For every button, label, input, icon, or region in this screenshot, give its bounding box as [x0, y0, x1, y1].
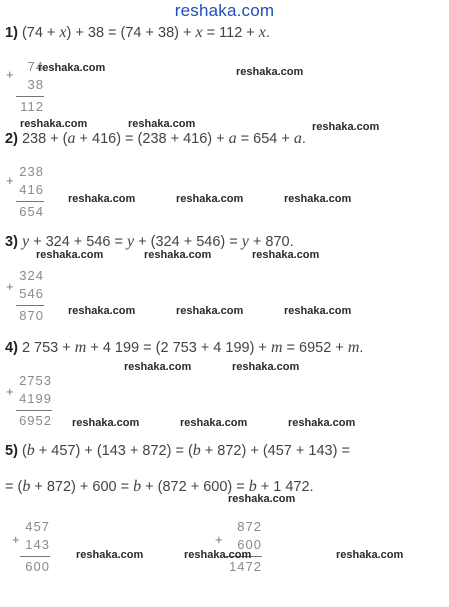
variable-b: b: [133, 478, 142, 495]
watermark: reshaka.com: [284, 193, 352, 205]
plus-sign: +: [6, 67, 14, 82]
addend-top: 238: [19, 164, 44, 179]
equation-text: ) + 38 = (74 + 38) +: [66, 25, 196, 41]
addend-top: 2753: [19, 373, 52, 388]
variable-x: x: [59, 24, 67, 41]
watermark: reshaka.com: [124, 361, 192, 373]
variable-b: b: [192, 442, 201, 459]
addend-top: 457: [25, 519, 50, 534]
watermark: reshaka.com: [252, 249, 320, 261]
variable-a: a: [67, 130, 76, 147]
watermark: reshaka.com: [312, 121, 380, 133]
equation-text: = 654 +: [236, 131, 294, 147]
sum-result: 1472: [224, 556, 262, 576]
watermark: reshaka.com: [288, 417, 356, 429]
variable-y: y: [127, 233, 135, 250]
variable-m: m: [347, 339, 360, 356]
plus-sign: +: [6, 173, 14, 188]
equation-text: + (872 + 600) =: [141, 479, 249, 495]
variable-m: m: [74, 339, 87, 356]
watermark: reshaka.com: [38, 62, 106, 74]
watermark: reshaka.com: [180, 417, 248, 429]
equation-text: + 416) = (238 + 416) +: [75, 131, 229, 147]
variable-b: b: [248, 478, 257, 495]
problem-number: 4): [5, 340, 18, 356]
watermark: reshaka.com: [128, 118, 196, 130]
site-title[interactable]: reshaka.com: [174, 1, 275, 20]
watermark: reshaka.com: [236, 66, 304, 78]
watermark: reshaka.com: [284, 305, 352, 317]
watermark: reshaka.com: [68, 193, 136, 205]
addend-top: 324: [19, 268, 44, 283]
variable-a: a: [293, 130, 302, 147]
addend-bottom: 416: [19, 182, 44, 197]
sum-result: 870: [16, 305, 44, 325]
problem-number: 1): [5, 25, 18, 41]
problem-2-equation: [5, 130, 306, 148]
sum-result: 654: [16, 201, 44, 221]
equation-text: 238 + (: [21, 131, 68, 147]
equation-text: + 457) + (143 + 872) = (: [34, 443, 193, 459]
equation-text: = 112 +: [202, 25, 259, 41]
problem-5-equation: [5, 442, 350, 460]
addend-top: 872: [237, 519, 262, 534]
watermark: reshaka.com: [228, 493, 296, 505]
equation-text: .: [359, 340, 364, 356]
variable-a: a: [228, 130, 237, 147]
addend-bottom: 143: [25, 537, 50, 552]
watermark: reshaka.com: [176, 305, 244, 317]
equation-text: = 6952 +: [282, 340, 348, 356]
watermark: reshaka.com: [20, 118, 88, 130]
problem-1-equation: [5, 24, 270, 42]
problem-number: 3): [5, 234, 18, 250]
watermark: reshaka.com: [184, 549, 252, 561]
equation-text: + 870.: [248, 234, 294, 250]
column-addition-4: [16, 372, 52, 430]
plus-sign: +: [6, 384, 14, 399]
sum-result: 600: [20, 556, 50, 576]
variable-x: x: [258, 24, 266, 41]
column-addition-5a: [20, 518, 50, 576]
equation-text: + 4 199 = (2 753 + 4 199) +: [86, 340, 271, 356]
problem-number: 5): [5, 443, 18, 459]
equation-text: (74 +: [21, 25, 60, 41]
sum-result: 112: [16, 96, 44, 116]
watermark: reshaka.com: [72, 417, 140, 429]
plus-sign: +: [215, 532, 223, 547]
variable-x: x: [195, 24, 203, 41]
equation-text: .: [301, 131, 306, 147]
watermark: reshaka.com: [176, 193, 244, 205]
equation-text: + 324 + 546 =: [29, 234, 128, 250]
column-addition-5b: [224, 518, 262, 576]
equation-text: 2 753 +: [21, 340, 75, 356]
watermark: reshaka.com: [336, 549, 404, 561]
addend-bottom: 600: [237, 537, 262, 552]
variable-m: m: [270, 339, 283, 356]
column-addition-2: [16, 163, 44, 221]
equation-text: + 1 472.: [256, 479, 314, 495]
equation-text: + 872) + (457 + 143) =: [200, 443, 350, 459]
watermark: reshaka.com: [36, 249, 104, 261]
watermark: reshaka.com: [76, 549, 144, 561]
addend-top: 74: [27, 59, 44, 74]
addend-bottom: 38: [27, 77, 44, 92]
problem-4-equation: [5, 339, 363, 357]
column-addition-3: [16, 267, 44, 325]
watermark: reshaka.com: [144, 249, 212, 261]
watermark: reshaka.com: [68, 305, 136, 317]
equation-text: + 872) + 600 =: [30, 479, 134, 495]
watermark: reshaka.com: [232, 361, 300, 373]
problem-number: 2): [5, 131, 18, 147]
variable-y: y: [21, 233, 30, 250]
plus-sign: +: [12, 532, 20, 547]
equation-text: + (324 + 546) =: [134, 234, 242, 250]
variable-b: b: [22, 478, 31, 495]
equation-text: = (: [5, 479, 23, 495]
addend-bottom: 4199: [19, 391, 52, 406]
addend-bottom: 546: [19, 286, 44, 301]
variable-y: y: [241, 233, 249, 250]
variable-b: b: [26, 442, 35, 459]
plus-sign: +: [6, 279, 14, 294]
sum-result: 6952: [16, 410, 52, 430]
equation-text: (: [21, 443, 27, 459]
equation-text: .: [265, 25, 270, 41]
